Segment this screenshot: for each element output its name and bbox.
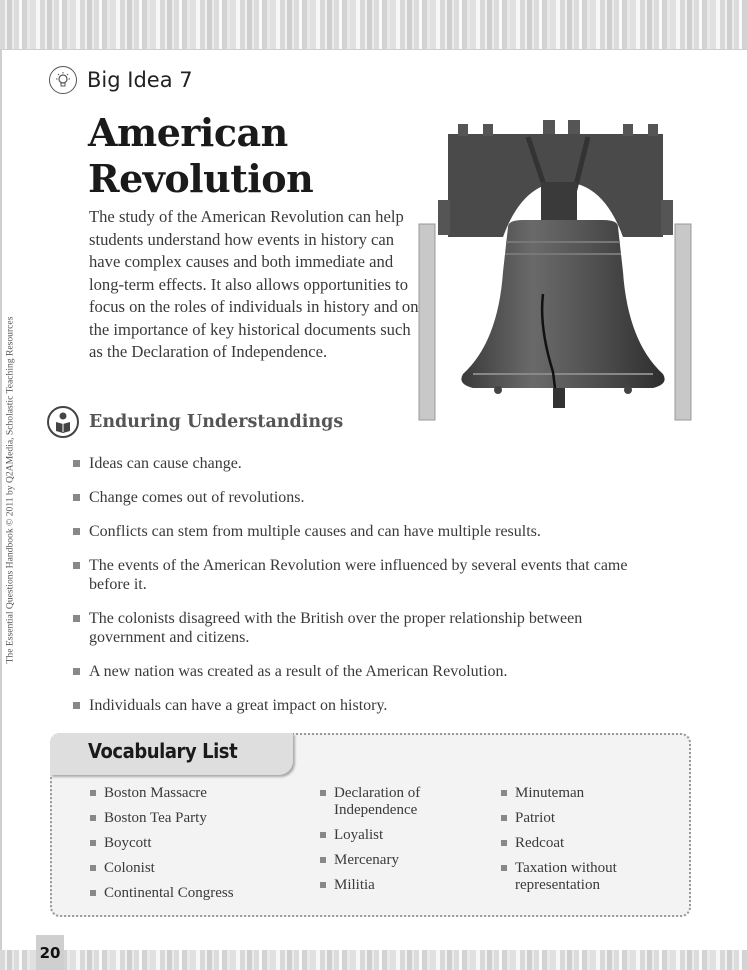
liberty-bell-image bbox=[413, 112, 715, 422]
vocab-item: Mercenary bbox=[320, 852, 460, 869]
enduring-understandings-header bbox=[47, 406, 343, 438]
vocab-item: Boston Massacre bbox=[90, 785, 234, 802]
list-item: Conflicts can stem from multiple causes and can have multiple results. bbox=[72, 522, 652, 541]
list-item: The events of the American Revolution were influenced by several events that came before it. bbox=[72, 556, 652, 594]
enduring-understandings-list bbox=[72, 454, 652, 730]
lightbulb-icon bbox=[49, 66, 77, 94]
reader-icon bbox=[47, 406, 79, 438]
vocab-item: Colonist bbox=[90, 860, 234, 877]
vocab-item: Patriot bbox=[501, 810, 641, 827]
vocab-item: Continental Congress bbox=[90, 885, 234, 902]
copyright-text: The Essential Questions Handbook © 2011 by Q2AMedia, Scholastic Teaching Resources bbox=[4, 316, 16, 664]
list-item: Change comes out of revolutions. bbox=[72, 488, 652, 507]
left-margin-line bbox=[0, 49, 2, 950]
vocabulary-column-3 bbox=[501, 785, 641, 902]
list-item: A new nation was created as a result of the American Revolution. bbox=[72, 662, 652, 681]
list-item: The colonists disagreed with the British over the proper relationship between government and citizens. bbox=[72, 609, 652, 647]
vocabulary-column-1 bbox=[90, 785, 234, 910]
title-line-1: American bbox=[88, 110, 288, 155]
vocab-item: Minuteman bbox=[501, 785, 641, 802]
list-item: Ideas can cause change. bbox=[72, 454, 652, 473]
vocab-item: Redcoat bbox=[501, 835, 641, 852]
copyright-sidebar bbox=[3, 300, 17, 680]
vocab-item: Boston Tea Party bbox=[90, 810, 234, 827]
vocabulary-heading: Vocabulary List bbox=[88, 739, 238, 763]
vocab-item: Militia bbox=[320, 877, 460, 894]
vocab-item: Taxation without representation bbox=[501, 860, 641, 894]
page-title bbox=[88, 110, 313, 202]
vocab-item: Boycott bbox=[90, 835, 234, 852]
intro-paragraph: The study of the American Revolution can help students understand how events in history can have complex causes and both immediate and long-term effects. It also allows opportunities to focus on the roles of individuals in history and on the importance of key historical documents such as the Declaration of Independence. bbox=[89, 207, 419, 361]
vocab-item: Declaration of Independence bbox=[320, 785, 460, 819]
big-idea-label: Big Idea 7 bbox=[87, 68, 193, 92]
title-line-2: Revolution bbox=[88, 156, 314, 201]
vocabulary-tab bbox=[50, 733, 293, 775]
list-item: Individuals can have a great impact on history. bbox=[72, 696, 652, 715]
decorative-top-stripes bbox=[0, 0, 747, 50]
decorative-bottom-stripes bbox=[0, 950, 747, 970]
vocabulary-box bbox=[50, 733, 691, 917]
big-idea-header bbox=[49, 66, 193, 94]
enduring-understandings-heading: Enduring Understandings bbox=[89, 412, 344, 432]
vocab-item: Loyalist bbox=[320, 827, 460, 844]
page-number: 20 bbox=[36, 935, 64, 970]
vocabulary-column-2 bbox=[320, 785, 460, 902]
